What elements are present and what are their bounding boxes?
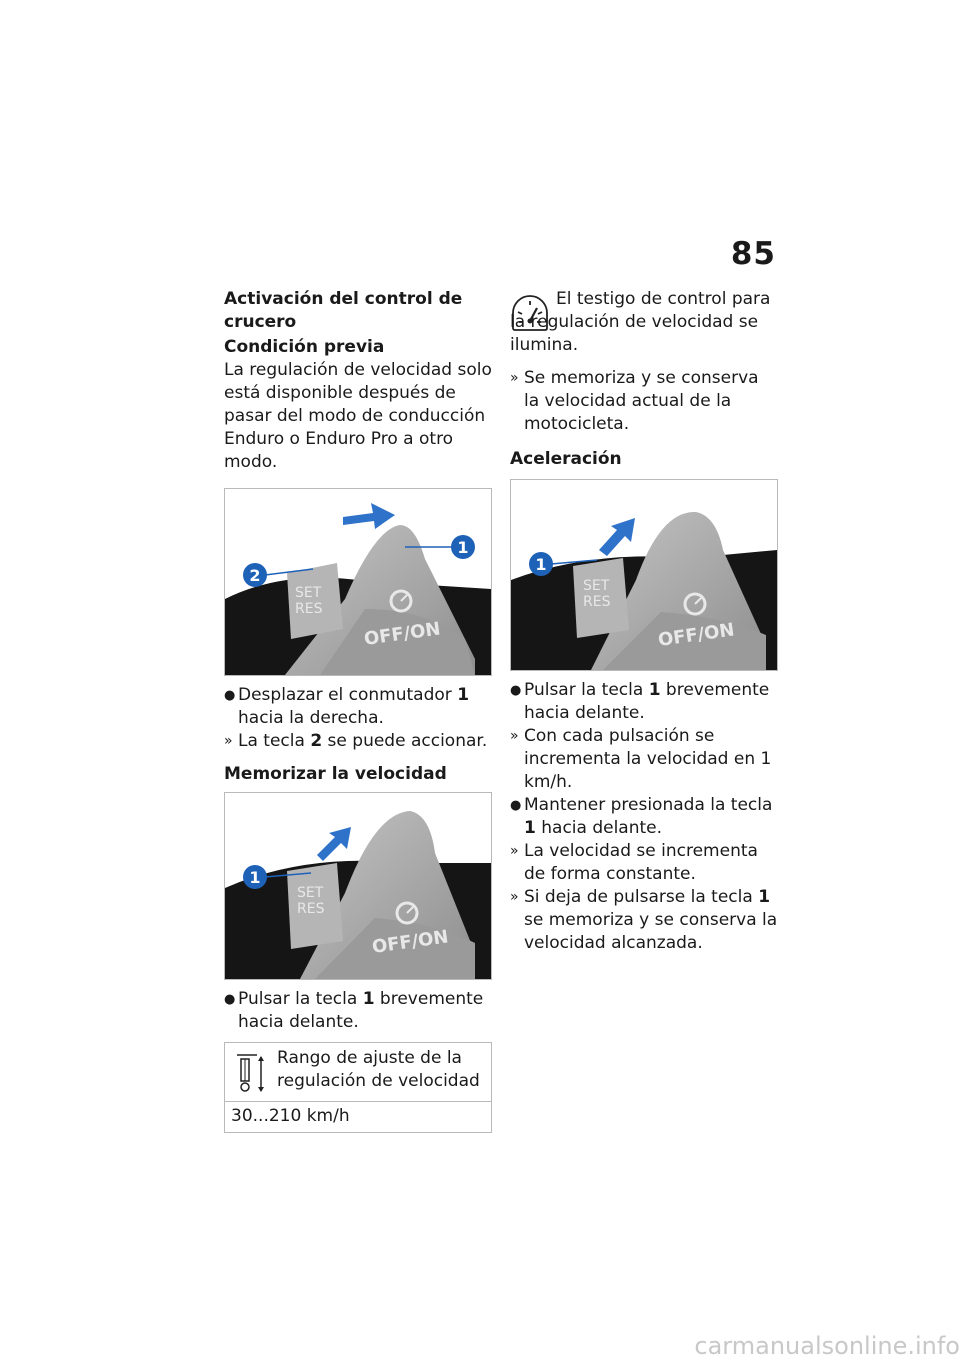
result-arrow-icon: »: [510, 370, 519, 386]
callout-1: 1: [457, 538, 469, 557]
bullet-icon: ●: [510, 798, 522, 813]
step-item: ● Pulsar la tecla 1 brevemente hacia delante.: [510, 680, 770, 723]
callout-1: 1: [535, 555, 547, 574]
step-item: ● Pulsar la tecla 1 brevemente hacia delante.: [224, 989, 484, 1032]
figure-switch-right: [224, 488, 492, 676]
adjustment-range-icon: [233, 1051, 269, 1095]
figure-acceleration: [510, 479, 778, 671]
callout-2: 2: [249, 566, 261, 585]
set-label: SET: [583, 578, 610, 594]
offon-label: OFF/ON: [656, 619, 736, 651]
step-item: ● Desplazar el conmutador 1 hacia la derecha.: [224, 685, 470, 728]
result-arrow-icon: »: [224, 733, 233, 749]
set-label: SET: [295, 585, 322, 601]
res-label: RES: [583, 594, 611, 610]
intro-paragraph: La regulación de velocidad solo está disponible después de pasar del modo de conducción Enduro o Enduro Pro a otro modo.: [224, 360, 492, 472]
result-item: » Si deja de pulsarse la tecla 1 se memoriza y se conserva la velocidad alcanzada.: [510, 887, 778, 953]
results-memorize: [510, 367, 778, 436]
result-item: » La velocidad se incrementa de forma constante.: [510, 841, 758, 884]
offon-label: OFF/ON: [362, 618, 442, 650]
subheading: Condición previa: [224, 337, 385, 357]
result-item: » Se memoriza y se conserva la velocidad actual de la motocicleta.: [510, 368, 759, 434]
bullet-icon: ●: [224, 992, 236, 1007]
section-heading-acceleration: Aceleración: [510, 449, 622, 469]
telltale-text: El testigo de control para la regulación de velocidad se ilumina.: [510, 289, 771, 355]
bullet-icon: ●: [510, 683, 522, 698]
switch-illustration-2: [225, 793, 491, 979]
steps-acceleration: [510, 679, 778, 955]
switch-illustration-3: [511, 480, 777, 670]
right-column: [510, 288, 778, 955]
callout-1: 1: [249, 868, 261, 887]
res-label: RES: [297, 901, 325, 917]
bullet-icon: ●: [224, 688, 236, 703]
result-arrow-icon: »: [510, 843, 519, 859]
result-item: » La tecla 2 se puede accionar.: [224, 731, 488, 751]
switch-illustration-1: [225, 489, 491, 675]
steps-activation: [224, 684, 492, 753]
result-item: » Con cada pulsación se incrementa la velocidad en 1 km/h.: [510, 726, 772, 792]
spec-label: Rango de ajuste de la regulación de velocidad: [277, 1048, 480, 1091]
offon-label: OFF/ON: [370, 926, 450, 958]
spec-value: 30...210 km/h: [231, 1106, 350, 1126]
spec-table: [224, 1042, 492, 1133]
watermark: carmanualsonline.info: [694, 1332, 960, 1360]
step-item: ● Mantener presionada la tecla 1 hacia delante.: [510, 795, 773, 838]
figure-memorize: [224, 792, 492, 980]
left-column: [224, 288, 492, 1133]
steps-memorize: [224, 988, 492, 1034]
result-arrow-icon: »: [510, 728, 519, 744]
section-heading-memorize: Memorizar la velocidad: [224, 764, 447, 784]
page-number: 85: [730, 236, 776, 272]
res-label: RES: [295, 601, 323, 617]
result-arrow-icon: »: [510, 889, 519, 905]
set-label: SET: [297, 885, 324, 901]
section-heading: Activación del control de crucero: [224, 289, 463, 332]
